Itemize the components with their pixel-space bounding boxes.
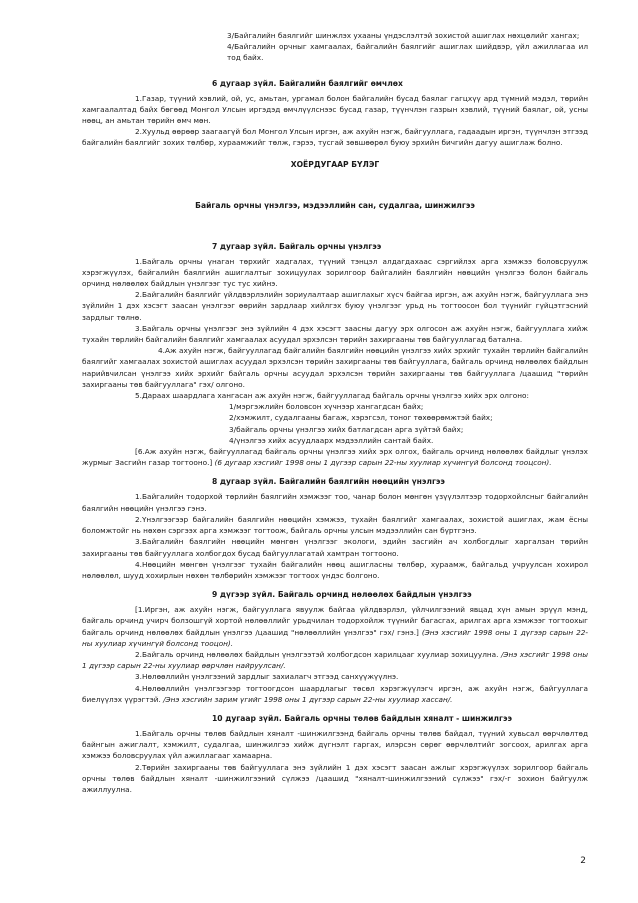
amendment-note: /Энэ хэсгийг 1998 оны 1 дүгээр сарын 22-ны хуулиар өөрчлөн найруулсан/. bbox=[82, 649, 588, 671]
paragraph: 4.Нөөцийн мөнгөн үнэлгээг тухайн байгалийн нөөц ашигласны төлбөр, хураамж, байгальд учруулсан хохирол нөлөөлөл, шууд хохирлын нөхөн төлбөрийн хэмжээг тогтоох үндэс болгоно. bbox=[82, 559, 588, 580]
intro-item: 3/Байгалийн баялгийг шинжлэх ухааны үндэслэлтэй зохистой ашиглах нөхцөлийг хангах; bbox=[227, 31, 580, 40]
paragraph: 1.Байгалийн тодорхой төрлийн баялгийн хэмжээг тоо, чанар болон мөнгөн үзүүлэлтээр тодорхойлсныг байгалийн баялгийн нөөцийн үнэлгээ гэнэ. bbox=[82, 492, 588, 513]
list-item: 4/үнэлгээ хийх асуудлаарх мэдээллийн сантай байх. bbox=[229, 435, 434, 445]
paragraph: 2.Төрийн захиргааны төв байгууллага энэ зүйлийн 1 дэх хэсэгт заасан ажлыг хэрэгжүүлэх зорилгоор байгаль орчны төлөв байдлын хяналт -шинжилгээний сүлжээ /цаашид "хяналт-шинжилгээний сүлжээ" гэх/-г зохион байгуулж ажиллуулна. bbox=[82, 762, 588, 794]
paragraph: 4.Аж ахуйн нэгж, байгууллагад байгалийн баялгийн нөөцийн үнэлгээ хийх эрхийг тухайн төрлийн байгалийн баялгийг хамгаалах зохистой ашиглах асуудал эрхэлсэн төрийн захиргааны төв байгууллага, байгаль орчинд нөлөөлөх байдлын нарийвчилсан үнэлгээ хийх эрхийг байгаль орчны асуудал эрхэлсэн төрийн захиргааны төв байгууллага /цаашид "төрийн захиргааны төв байгууллага" гэх/ олгоно. bbox=[82, 346, 588, 389]
paragraph: 5.Дараах шаардлага хангасан аж ахуйн нэгж, байгууллагад байгаль орчны үнэлгээ хийх эрх олгоно: bbox=[135, 391, 529, 401]
paragraph: 3.Нөлөөллийн үнэлгээний зардлыг захиалагч этгээд санхүүжүүлнэ. bbox=[135, 672, 399, 682]
paragraph: 2.Үнэлгээгээр байгалийн баялгийн нөөцийн хэмжээ, тухайн баялгийг хамгаалах, зохистой ашиглах, жам ёсны боломжтойг нь нөхөн сэргээх арга хэмжээг тогтоож, байгаль орчны улсын мэдээллийн сан бүртгэнэ. bbox=[82, 514, 588, 536]
list-item: 3/байгаль орчны үнэлгээ хийх батлагдсан арга зүйтэй байх; bbox=[229, 424, 464, 434]
paragraph: 2.Хуульд өөрөөр заагаагүй бол Монгол Улсын иргэн, аж ахуйн нэгж, байгууллага, гадаадын иргэн, түүнчлэн этгээд байгалийн баялгийг зохих төлбөр, хураамжийг төлж, гэрээ, тусгай зөвшөөрөл буюу эрхийн бичгийн дагуу ашиглаж болно. bbox=[82, 127, 588, 148]
page-number: 2 bbox=[580, 856, 586, 866]
list-item: 1/мэргэжлийн боловсон хүчнээр хангагдсан байх; bbox=[229, 402, 424, 412]
paragraph bbox=[82, 446, 588, 468]
paragraph: 1.Байгаль орчны төлөв байдлын хяналт -шинжилгээнд байгаль орчны төлөв байдал, түүний хувьсал өөрчлөлтөд байнгын ажиглалт, хэмжилт, судалгаа, шинжилгээ хийж дүгнэлт гаргах, илэрсэн сөрөг өөрчлөлтийг зогсоох, арилгах арга хэмжээ боловсруулах үйл ажиллагааг хамаарна. bbox=[82, 728, 588, 761]
paragraph-text: [1.Иргэн, аж ахуйн нэгж, байгууллага явуулж байгаа үйлдвэрлэл, үйлчилгээний явцад хүн амын эрүүл мэнд, байгаль орчинд учирч болзошгүй хортой нөлөөллийг урьдчилан тодорхойлж түүнийг багасгах, арилгах арга хэмжээг тогтоохыг байгаль орчинд нөлөөлөх байдлын үнэлгээ /цаашид "нөлөөллийн үнэлгээ" гэх/ гэнэ.] bbox=[82, 605, 588, 637]
intro-item: 4/Байгалийн орчныг хамгаалах, байгалийн баялгийг ашиглах шийдвэр, үйл ажиллагаа ил тод байх. bbox=[227, 42, 588, 63]
paragraph-text: 4.Нөлөөллийн үнэлгээгээр тогтоогдсон шаардлагыг төсөл хэрэгжүүлэгч иргэн, аж ахуйн нэгж, байгууллага биелүүлэх үүрэгтэй. bbox=[82, 683, 588, 704]
amendment-note: (Энэ хэсгийг 1998 оны 1 дүгээр сарын 22-ны хуулиар хүчингүй болсонд тооцон). bbox=[82, 627, 588, 648]
paragraph bbox=[82, 604, 588, 649]
article-7-title: 7 дугаар зүйл. Байгаль орчны үнэлгээ bbox=[212, 241, 382, 251]
paragraph: 2.Байгалийн баялгийг үйлдвэрлэлийн зориулалтаар ашиглахыг хүсч байгаа иргэн, аж ахуйн нэгж, байгууллага энэ зүйлийн 1 дэх хэсэгт заасан үнэлгээг өөрийн зардлаар хийлгэх буюу үнэлгээг урьд нь тогтоосон бол түүнийг гүйцэтгэсний зардлыг төлнө. bbox=[82, 290, 588, 322]
article-9-title: 9 дүгээр зүйл. Байгаль орчинд нөлөөлөх байдлын үнэлгээ bbox=[212, 590, 472, 600]
paragraph: 1.Байгаль орчны үнаган төрхийг хадгалах, түүний тэнцэл алдагдахаас сэргийлэх арга хэмжээ боловсруулж хэрэгжүүлэх, байгалийн баялгийн ашиглалтыг зохицуулах зорилгоор байгалийн баялгийн нөөцийн үнэлгээ болон байгаль орчинд нөлөөлөх байдлын үнэлгээг тус тус хийнэ. bbox=[82, 256, 588, 289]
paragraph-text: 2.Байгаль орчинд нөлөөлөх байдлын үнэлгээтэй холбогдсон харилцааг хуулиар зохицуулна. bbox=[135, 649, 501, 659]
paragraph: 3.Байгаль орчны үнэлгээг энэ зүйлийн 4 дэх хэсэгт заасны дагуу эрх олгосон аж ахуйн нэгж, байгууллага хийж тухайн төрлийн байгалийн баялгийг хамгаалах асуудал эрхэлсэн төрийн захиргааны төв байгууллагад батална. bbox=[82, 323, 588, 345]
paragraph bbox=[82, 649, 588, 671]
chapter-subtitle: Байгаль орчны үнэлгээ, мэдээллийн сан, судалгаа, шинжилгээ bbox=[195, 200, 475, 210]
article-10-title: 10 дугаар зүйл. Байгаль орчны төлөв байдлын хяналт - шинжилгээ bbox=[212, 713, 512, 723]
amendment-note: /Энэ хэсгийн зарим үгийг 1998 оны 1 дүгээр сарын 22-ны хуулиар хассан/. bbox=[163, 694, 453, 704]
list-item: 2/хэмжилт, судалгааны багаж, хэрэгсэл, тоног төхөөрөмжтэй байх; bbox=[229, 413, 493, 423]
paragraph: 3.Байгалийн баялгийн нөөцийн мөнгөн үнэлгээг экологи, эдийн засгийн ач холбогдлыг харгалзан төрийн захиргааны төв байгууллага холбогдох бусад байгууллагатай хамтран тогтооно. bbox=[82, 537, 588, 558]
document-body bbox=[82, 30, 588, 795]
article-8-title: 8 дугаар зүйл. Байгалийн баялгийн нөөцийн үнэлгээ bbox=[212, 477, 445, 487]
paragraph bbox=[82, 683, 588, 705]
article-6-title: 6 дугаар зүйл. Байгалийн баялгийг өмчлөх bbox=[212, 78, 403, 88]
amendment-note: (6 дугаар хэсгийг 1998 оны 1 дүгээр сарын 22-ны хуулиар хүчингүй болсонд тооцсон). bbox=[214, 458, 552, 468]
paragraph-text: [6.Аж ахуйн нэгж, байгууллагад байгаль орчны үнэлгээ хийх эрх олгох, байгаль орчинд нөлөөлөх байдлыг үнэлэх журмыг Засгийн газар тогтооно.] bbox=[82, 447, 588, 468]
paragraph: 1.Газар, түүний хэвлий, ой, ус, амьтан, ургамал болон байгалийн бусад баялаг гагцхүү ард түмний мэдэл, төрийн хамгаалалтад байх бөгөөд Монгол Улсын иргэдэд өмчлүүлснээс бусад газар, түүнчлэн газрын хэвлий, түүний баялаг, ой, усны нөөц, ан амьтан төрийн өмч мөн. bbox=[82, 93, 588, 126]
chapter-title: ХОЁРДУГААР БҮЛЭГ bbox=[290, 159, 380, 169]
